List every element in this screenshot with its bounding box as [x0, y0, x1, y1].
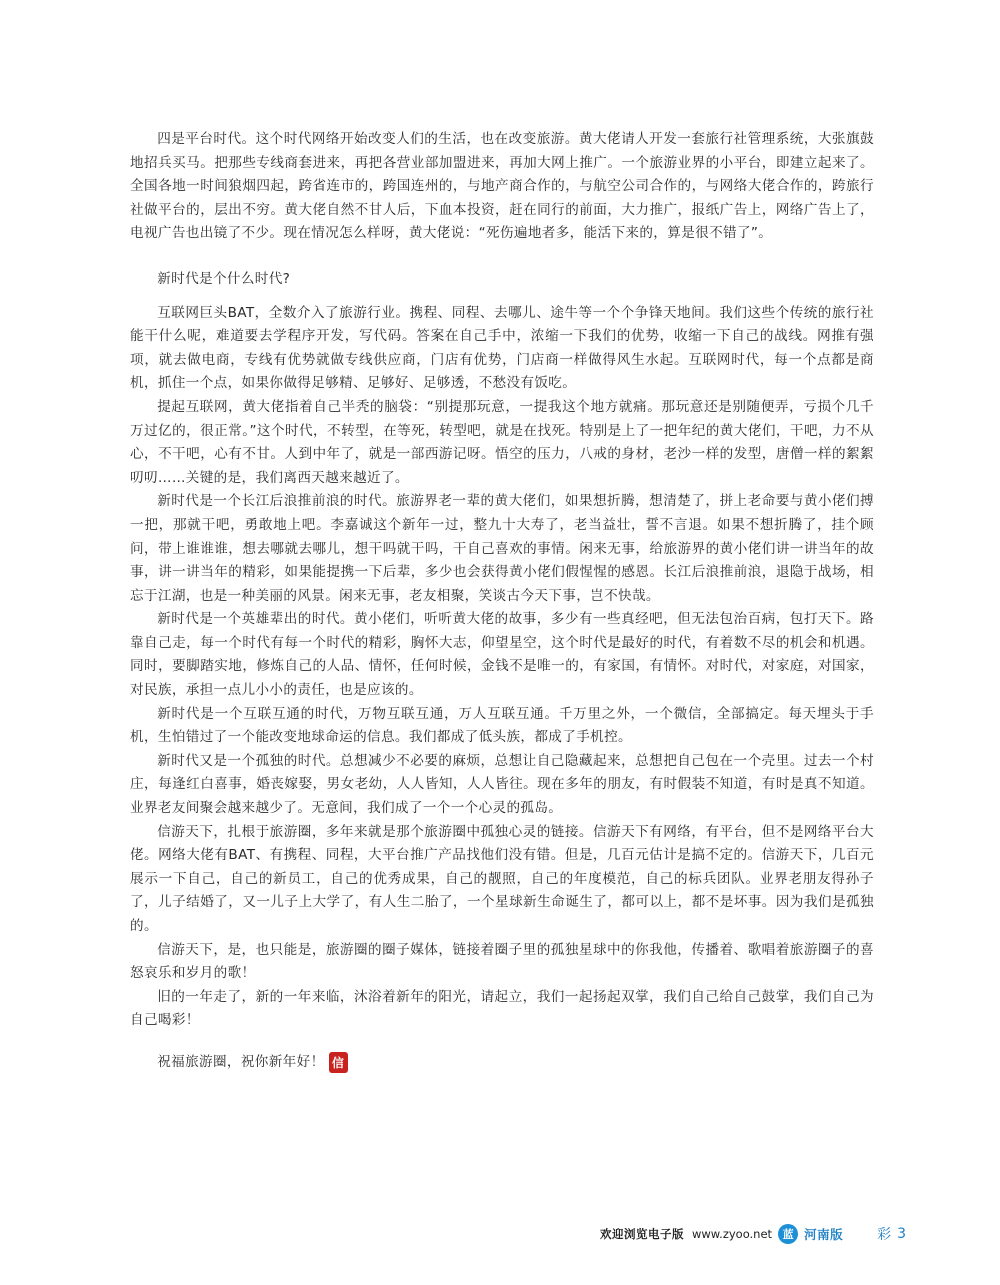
article-paragraph: 提起互联网，黄大佬指着自己半秃的脑袋：“别提那玩意，一提我这个地方就痛。那玩意还是别随便弄，亏损个几千万过亿的，很正常。”这个时代，不转型，在等死，转型吧，就是在找死。特别是上了一把年纪的黄大佬们，干吧，力不从心，不干吧，心有不甘。人到中年了，就是一部西游记呀。悟空的压力，八戒的身材，老沙一样的发型，唐僧一样的絮絮叨叨……关键的是，我们离西天越来越近了。 — [130, 398, 874, 486]
article-paragraph: 新时代是一个互联互通的时代，万物互联互通，万人互联互通。千万里之外，一个微信，全部搞定。每天埋头于手机，生怕错过了一个能改变地球命运的信息。我们都成了低头族，都成了手机控。 — [130, 705, 874, 746]
article-paragraph: 信游天下，是，也只能是，旅游圈的圈子媒体，链接着圈子里的孤独星球中的你我他，传播着、歌唱着旅游圈子的喜怒哀乐和岁月的歌！ — [130, 941, 874, 982]
logo-icon: 蓝 — [778, 1224, 798, 1244]
article-paragraph: 四是平台时代。这个时代网络开始改变人们的生活，也在改变旅游。黄大佬请人开发一套旅行社管理系统，大张旗鼓地招兵买马。把那些专线商套进来，再把各营业部加盟进来，再加大网上推广。一个旅游业界的小平台，即建立起来了。全国各地一时间狼烟四起，跨省连市的，跨国连州的，与地产商合作的，与航空公司合作的，与网络大佬合作的，跨旅行社做平台的，层出不穷。黄大佬自然不甘人后，下血本投资，赶在同行的前面，大力推广，报纸广告上，网络广告上了，电视广告也出镜了不少。现在情况怎么样呀，黄大佬说：“死伤遍地者多，能活下来的，算是很不错了”。 — [130, 131, 874, 242]
article-paragraph: 新时代是一个英雄辈出的时代。黄小佬们，听听黄大佬的故事，多少有一些真经吧，但无法包治百病，包打天下。路靠自己走，每一个时代有每一个时代的精彩，胸怀大志，仰望星空，这个时代是最好的时代，有着数不尽的机会和机遇。同时，要脚踏实地，修炼自己的人品、情怀，任何时候，金钱不是唯一的，有家国，有情怀。对时代，对家庭，对国家，对民族，承担一点儿小小的责任，也是应该的。 — [130, 611, 874, 699]
footer-section-label: 彩 — [877, 1227, 892, 1243]
page-number: 3 — [897, 1226, 906, 1242]
article-paragraph: 互联网巨头BAT，全数介入了旅游行业。携程、同程、去哪儿、途牛等一个个争锋天地间。我们这些个传统的旅行社能干什么呢，难道要去学程序开发，写代码。答案在自己手中，浓缩一下我们的优势，收缩一下自己的战线。网推有强项，就去做电商，专线有优势就做专线供应商，门店有优势，门店商一样做得风生水起。互联网时代，每一个点都是商机，抓住一个点，如果你做得足够精、足够好、足够透，不愁没有饭吃。 — [130, 304, 874, 392]
page-footer — [600, 1222, 980, 1246]
footer-url-link[interactable]: www.zyoo.net — [692, 1227, 773, 1241]
article-paragraph: 信游天下，扎根于旅游圈，多年来就是那个旅游圈中孤独心灵的链接。信游天下有网络，有平台，但不是网络平台大佬。网络大佬有BAT、有携程、同程，大平台推广产品找他们没有错。但是，几百元估计是搞不定的。信游天下，几百元展示一下自己，自己的新员工，自己的优秀成果，自己的靓照，自己的年度模范，自己的标兵团队。业界老朋友得孙子了，儿子结婚了，又一儿子上大学了，有人生二胎了，一个星球新生命诞生了，都可以上，都不是坏事。因为我们是孤独的。 — [130, 823, 874, 934]
footer-edition-label: 河南版 — [804, 1227, 844, 1242]
footer-welcome-text: 欢迎浏览电子版 — [600, 1227, 684, 1241]
article-paragraph: 新时代又是一个孤独的时代。总想减少不必要的麻烦，总想让自己隐藏起来，总想把自己包在一个壳里。过去一个村庄，每逢红白喜事，婚丧嫁娶，男女老幼，人人皆知，人人皆往。现在多年的朋友，有时假装不知道，有时是真不知道。业界老友间聚会越来越少了。无意间，我们成了一个一个心灵的孤岛。 — [130, 752, 874, 817]
article-body — [130, 128, 874, 1075]
article-subheading: 新时代是个什么时代? — [157, 270, 291, 287]
article-paragraph: 新时代是一个长江后浪推前浪的时代。旅游界老一辈的黄大佬们，如果想折腾，想清楚了，拼上老命要与黄小佬们搏一把，那就干吧，勇敢地上吧。李嘉诚这个新年一过，整九十大寿了，老当益壮，誓不言退。如果不想折腾了，挂个顾问，带上谁谁谁，想去哪就去哪儿，想干吗就干吗，干自己喜欢的事情。闲来无事，给旅游界的黄小佬们讲一讲当年的故事，讲一讲当年的精彩，如果能提携一下后辈，多少也会获得黄小佬们假惺惺的感恩。长江后浪推前浪，退隐于战场，相忘于江湖，也是一种美丽的风景。闲来无事，老友相聚，笑谈古今天下事，岂不快哉。 — [130, 493, 874, 604]
closing-line — [130, 1051, 874, 1075]
seal-icon: 信 — [329, 1052, 348, 1073]
closing-text: 祝福旅游圈，祝你新年好！ — [157, 1053, 325, 1070]
article-paragraph: 旧的一年走了，新的一年来临，沐浴着新年的阳光，请起立，我们一起扬起双掌，我们自己给自己鼓掌，我们自己为自己喝彩！ — [130, 988, 874, 1029]
